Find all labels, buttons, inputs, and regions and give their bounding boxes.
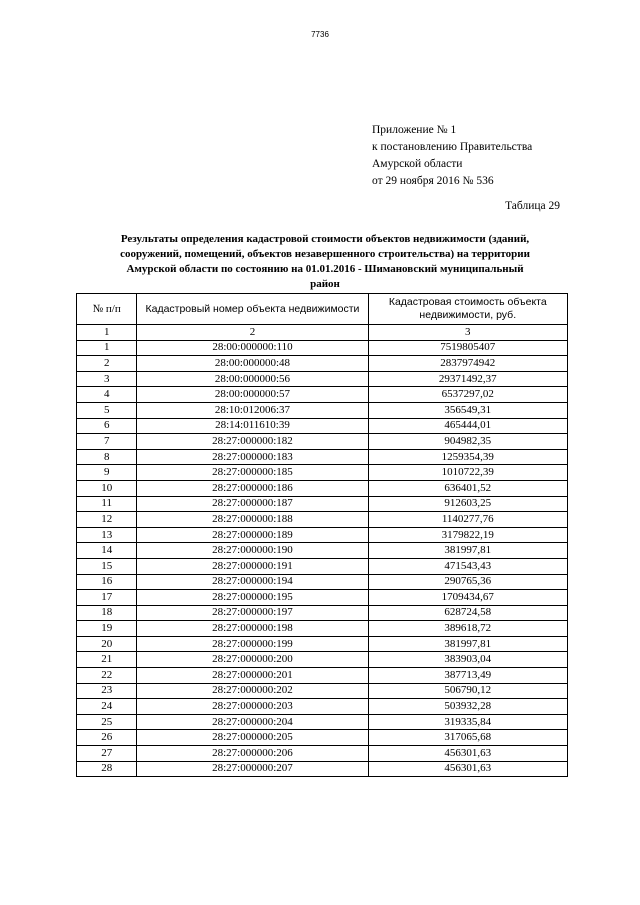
cadastral-value: 381997,81 xyxy=(368,636,567,652)
table-row xyxy=(77,683,568,699)
row-index: 21 xyxy=(77,652,137,668)
row-index: 20 xyxy=(77,636,137,652)
row-index: 18 xyxy=(77,605,137,621)
table-row xyxy=(77,356,568,372)
row-index: 4 xyxy=(77,387,137,403)
cadastral-value: 317065,68 xyxy=(368,730,567,746)
table-row xyxy=(77,340,568,356)
row-index: 23 xyxy=(77,683,137,699)
cadastral-number: 28:27:000000:204 xyxy=(137,714,368,730)
table-row xyxy=(77,590,568,606)
table-row xyxy=(77,730,568,746)
table-header-row xyxy=(77,294,568,325)
title-line: район xyxy=(310,278,340,290)
row-index: 9 xyxy=(77,465,137,481)
cadastral-value: 636401,52 xyxy=(368,480,567,496)
cadastral-value: 503932,28 xyxy=(368,699,567,715)
cadastral-number: 28:27:000000:195 xyxy=(137,590,368,606)
row-index: 16 xyxy=(77,574,137,590)
cadastral-number: 28:27:000000:183 xyxy=(137,449,368,465)
table-row xyxy=(77,434,568,450)
cadastral-number: 28:27:000000:203 xyxy=(137,699,368,715)
cadastral-number: 28:27:000000:188 xyxy=(137,512,368,528)
table-row xyxy=(77,652,568,668)
table-row xyxy=(77,636,568,652)
table-row xyxy=(77,621,568,637)
table-label: Таблица 29 xyxy=(505,200,560,212)
cadastral-value: 628724,58 xyxy=(368,605,567,621)
cadastral-number: 28:27:000000:197 xyxy=(137,605,368,621)
cadastral-number: 28:27:000000:185 xyxy=(137,465,368,481)
column-number: 1 xyxy=(77,325,137,341)
row-index: 6 xyxy=(77,418,137,434)
cadastral-number: 28:27:000000:202 xyxy=(137,683,368,699)
table-row xyxy=(77,387,568,403)
cadastral-value: 1709434,67 xyxy=(368,590,567,606)
row-index: 1 xyxy=(77,340,137,356)
table-row xyxy=(77,480,568,496)
cadastral-number: 28:27:000000:201 xyxy=(137,668,368,684)
row-index: 3 xyxy=(77,371,137,387)
cadastral-value: 6537297,02 xyxy=(368,387,567,403)
cadastral-number: 28:00:000000:110 xyxy=(137,340,368,356)
cadastral-value: 381997,81 xyxy=(368,543,567,559)
cadastral-number: 28:10:012006:37 xyxy=(137,402,368,418)
cadastral-number: 28:27:000000:189 xyxy=(137,527,368,543)
appendix-reference xyxy=(372,122,622,190)
row-index: 14 xyxy=(77,543,137,559)
table-row xyxy=(77,449,568,465)
cadastral-number: 28:27:000000:205 xyxy=(137,730,368,746)
appendix-line: от 29 ноября 2016 № 536 xyxy=(372,175,494,187)
row-index: 11 xyxy=(77,496,137,512)
cadastral-value: 912603,25 xyxy=(368,496,567,512)
appendix-line: Приложение № 1 xyxy=(372,124,457,136)
cadastral-value: 383903,04 xyxy=(368,652,567,668)
row-index: 7 xyxy=(77,434,137,450)
table-row xyxy=(77,761,568,777)
row-index: 26 xyxy=(77,730,137,746)
cadastral-value: 471543,43 xyxy=(368,558,567,574)
appendix-line: Амурской области xyxy=(372,158,463,170)
cadastral-value: 389618,72 xyxy=(368,621,567,637)
cadastral-value: 290765,36 xyxy=(368,574,567,590)
table-row xyxy=(77,465,568,481)
table-row xyxy=(77,418,568,434)
cadastral-number: 28:27:000000:200 xyxy=(137,652,368,668)
cadastral-value: 1010722,39 xyxy=(368,465,567,481)
cadastral-value: 319335,84 xyxy=(368,714,567,730)
row-index: 28 xyxy=(77,761,137,777)
cadastral-value-table xyxy=(76,293,568,777)
cadastral-number: 28:27:000000:182 xyxy=(137,434,368,450)
row-index: 15 xyxy=(77,558,137,574)
cadastral-number: 28:00:000000:48 xyxy=(137,356,368,372)
row-index: 25 xyxy=(77,714,137,730)
table-row xyxy=(77,746,568,762)
cadastral-value: 1259354,39 xyxy=(368,449,567,465)
cadastral-value: 7519805407 xyxy=(368,340,567,356)
cadastral-value: 456301,63 xyxy=(368,761,567,777)
cadastral-number: 28:27:000000:194 xyxy=(137,574,368,590)
column-number: 3 xyxy=(368,325,567,341)
title-line: Амурской области по состоянию на 01.01.2016 - Шимановский муниципальный xyxy=(126,263,524,275)
row-index: 19 xyxy=(77,621,137,637)
row-index: 12 xyxy=(77,512,137,528)
table-row xyxy=(77,512,568,528)
cadastral-value: 506790,12 xyxy=(368,683,567,699)
cadastral-number: 28:27:000000:198 xyxy=(137,621,368,637)
cadastral-number: 28:27:000000:199 xyxy=(137,636,368,652)
row-index: 24 xyxy=(77,699,137,715)
cadastral-value: 3179822,19 xyxy=(368,527,567,543)
cadastral-value: 387713,49 xyxy=(368,668,567,684)
header-cadastral-value: Кадастровая стоимость объекта недвижимости, руб. xyxy=(368,294,567,325)
cadastral-number: 28:27:000000:206 xyxy=(137,746,368,762)
title-line: сооружений, помещений, объектов незавершенного строительства) на территории xyxy=(120,248,530,260)
table-row xyxy=(77,699,568,715)
cadastral-value: 465444,01 xyxy=(368,418,567,434)
cadastral-number: 28:00:000000:57 xyxy=(137,387,368,403)
cadastral-number: 28:27:000000:190 xyxy=(137,543,368,559)
table-row xyxy=(77,558,568,574)
cadastral-number: 28:27:000000:186 xyxy=(137,480,368,496)
appendix-line: к постановлению Правительства xyxy=(372,141,533,153)
row-index: 10 xyxy=(77,480,137,496)
column-number: 2 xyxy=(137,325,368,341)
cadastral-value: 904982,35 xyxy=(368,434,567,450)
column-number-row xyxy=(77,325,568,341)
table-row xyxy=(77,574,568,590)
page-number: 7736 xyxy=(311,30,329,39)
table-row xyxy=(77,714,568,730)
cadastral-number: 28:27:000000:187 xyxy=(137,496,368,512)
table-row xyxy=(77,543,568,559)
cadastral-number: 28:27:000000:191 xyxy=(137,558,368,574)
cadastral-value: 2837974942 xyxy=(368,356,567,372)
header-index: № п/п xyxy=(77,294,137,325)
table-row xyxy=(77,668,568,684)
table-row xyxy=(77,605,568,621)
table-row xyxy=(77,402,568,418)
table-row xyxy=(77,371,568,387)
header-cadastral-number: Кадастровый номер объекта недвижимости xyxy=(137,294,368,325)
cadastral-number: 28:27:000000:207 xyxy=(137,761,368,777)
row-index: 22 xyxy=(77,668,137,684)
row-index: 13 xyxy=(77,527,137,543)
title-line: Результаты определения кадастровой стоимости объектов недвижимости (зданий, xyxy=(120,233,530,245)
table-row xyxy=(77,527,568,543)
row-index: 2 xyxy=(77,356,137,372)
cadastral-number: 28:14:011610:39 xyxy=(137,418,368,434)
cadastral-value: 356549,31 xyxy=(368,402,567,418)
row-index: 17 xyxy=(77,590,137,606)
cadastral-number: 28:00:000000:56 xyxy=(137,371,368,387)
table-row xyxy=(77,496,568,512)
row-index: 5 xyxy=(77,402,137,418)
cadastral-value: 1140277,76 xyxy=(368,512,567,528)
cadastral-value: 29371492,37 xyxy=(368,371,567,387)
row-index: 8 xyxy=(77,449,137,465)
row-index: 27 xyxy=(77,746,137,762)
document-title xyxy=(80,232,570,292)
cadastral-value: 456301,63 xyxy=(368,746,567,762)
